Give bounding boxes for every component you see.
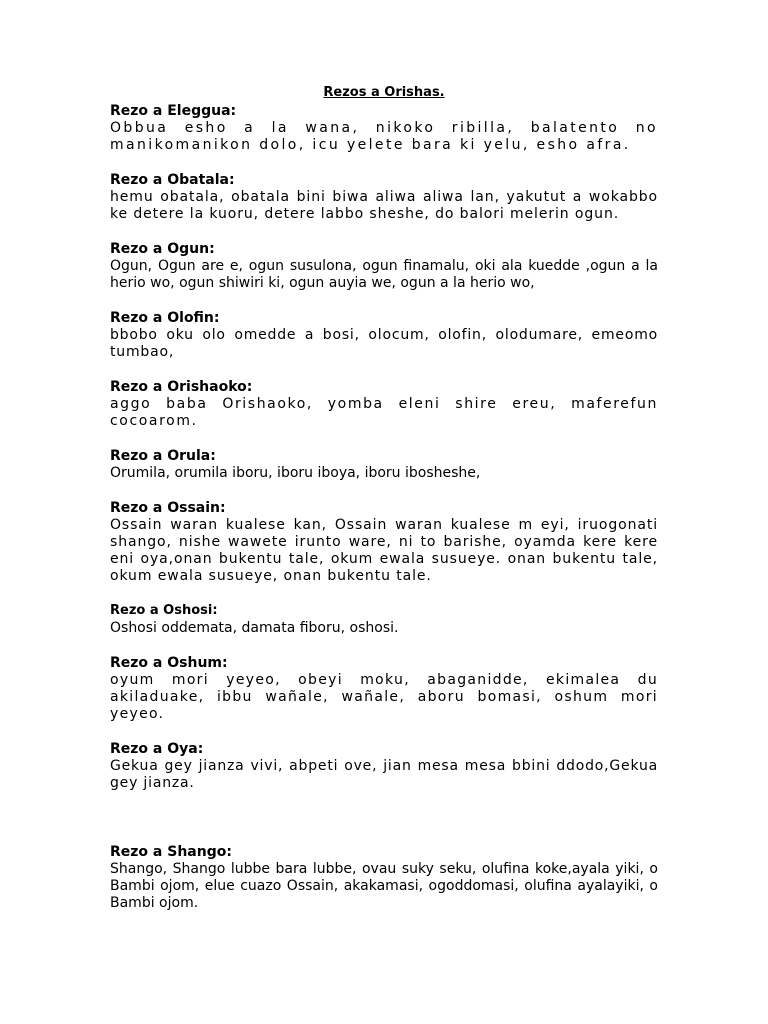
section-heading: Rezo a Oya: [110,741,204,757]
section-text: oyum mori yeyeo, obeyi moku, abaganidde, ekimalea du akiladuake, ibbu wañale, wañale, aboru bomasi, oshum mori yeyeo. [110,672,658,722]
section-text: hemu obatala, obatala bini biwa aliwa aliwa lan, yakutut a wokabbo ke detere la kuoru, detere labbo sheshe, do balori melerin ogun. [110,189,658,222]
section-obatala [110,171,658,223]
section-olofin [110,309,658,361]
section-heading: Rezo a Olofin: [110,310,220,326]
section-text: Orumila, orumila iboru, iboru iboya, iboru ibosheshe, [110,465,481,481]
section-heading: Rezo a Ogun: [110,241,215,257]
section-text: Shango, Shango lubbe bara lubbe, ovau suky seku, olufina koke,ayala yiki, o Bambi ojom, elue cuazo Ossain, akakamasi, ogoddomasi, olufina ayalayiki, o Bambi ojom. [110,861,658,911]
section-heading: Rezo a Oshum: [110,655,228,671]
section-oshum [110,654,658,723]
section-orula [110,447,658,482]
section-ossain [110,499,658,585]
section-text: Gekua gey jianza vivi, abpeti ove, jian mesa mesa bbini ddodo,Gekua gey jianza. [110,758,658,791]
section-text: Obbua esho a la wana, nikoko ribilla, balatento no manikomanikon dolo, icu yelete bara ki yelu, esho afra. [110,120,658,153]
section-text: Ogun, Ogun are e, ogun susulona, ogun finamalu, oki ala kuedde ,ogun a la herio wo, ogun shiwiri ki, ogun auyia we, ogun a la herio wo, [110,258,658,291]
document-title: Rezos a Orishas. [323,85,445,100]
section-text: Oshosi oddemata, damata fiboru, oshosi. [110,620,399,636]
section-text: bbobo oku olo omedde a bosi, olocum, olofin, olodumare, emeomo tumbao, [110,327,658,360]
section-heading: Rezo a Oshosi: [110,603,218,618]
section-heading: Rezo a Orishaoko: [110,379,253,395]
section-text: aggo baba Orishaoko, yomba eleni shire ereu, maferefun cocoarom. [110,396,658,429]
section-eleggua [110,102,658,154]
section-orishaoko [110,378,658,430]
section-shango [110,843,658,912]
section-oya [110,740,658,792]
section-text: Ossain waran kualese kan, Ossain waran kualese m eyi, iruogonati shango, nishe wawete irunto ware, ni to barishe, oyamda kere kere eni oya,onan bukentu tale, okum ewala susueye. onan bukentu tale, okum ewala susueye, onan bukentu tale. [110,517,658,584]
section-heading: Rezo a Orula: [110,448,216,464]
section-ogun [110,240,658,292]
document-page [110,84,658,912]
section-heading: Rezo a Eleggua: [110,103,237,119]
section-heading: Rezo a Ossain: [110,500,226,516]
section-heading: Rezo a Shango: [110,844,232,860]
section-heading: Rezo a Obatala: [110,172,235,188]
section-oshosi [110,602,658,637]
